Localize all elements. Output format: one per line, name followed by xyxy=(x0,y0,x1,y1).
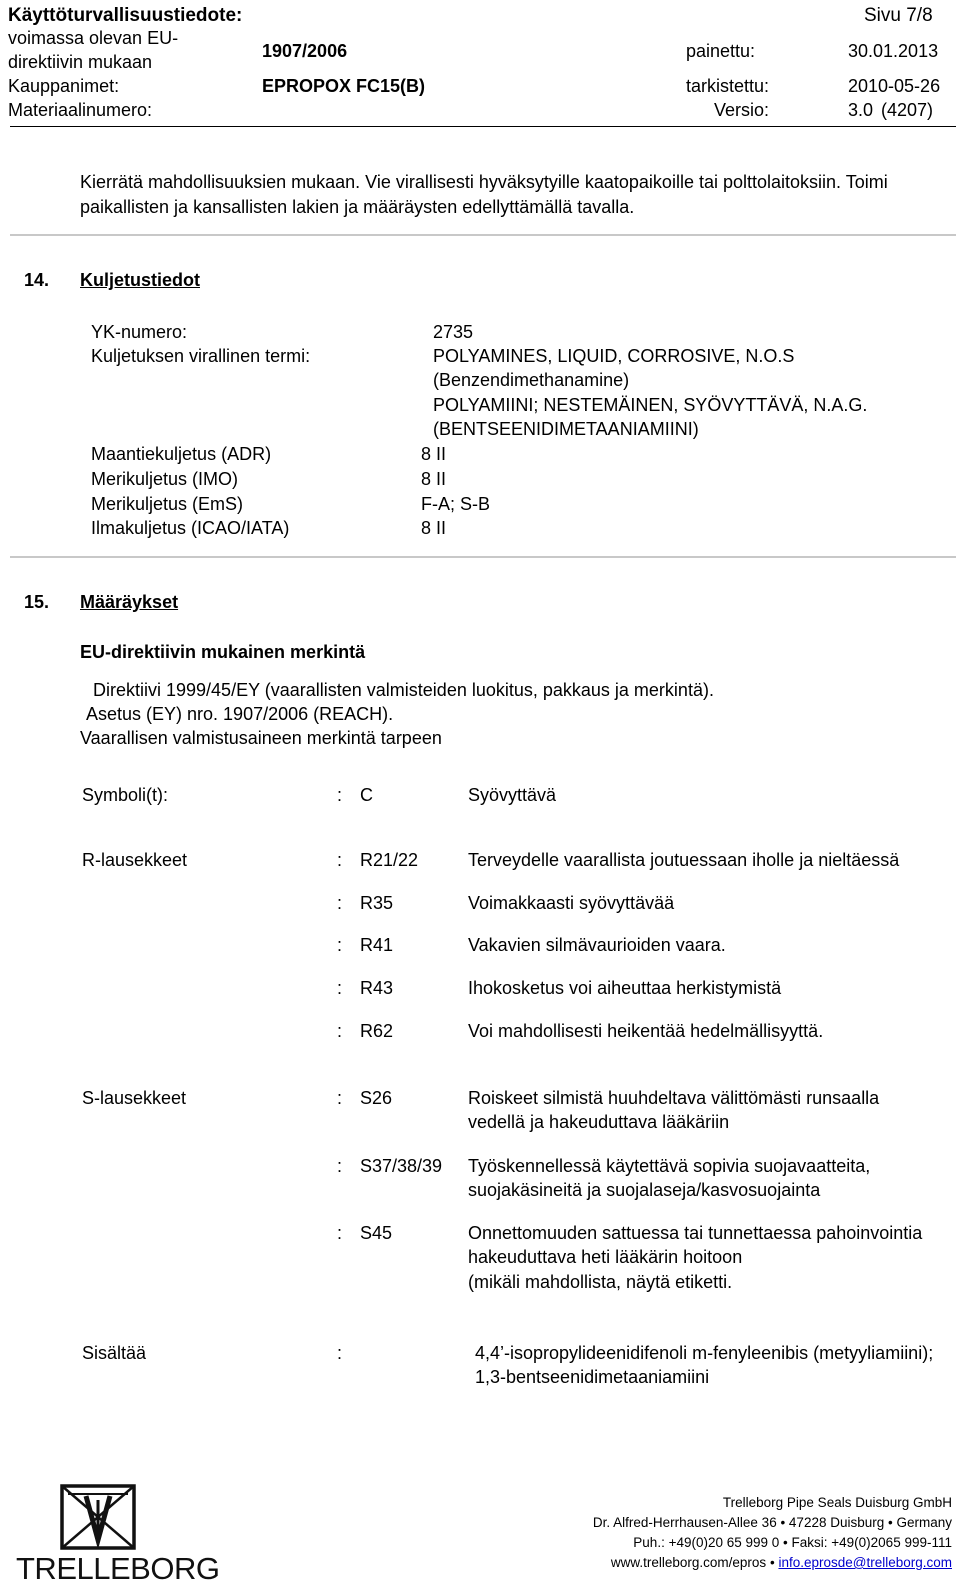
s-phrases-label: S-lausekkeet xyxy=(82,1088,187,1108)
un-number-value: 2735 xyxy=(433,322,474,342)
colon: : xyxy=(337,1156,343,1176)
labelling-required-text: Vaarallisen valmistusaineen merkintä tarpeen xyxy=(80,728,442,748)
header-regulation: 1907/2006 xyxy=(262,41,348,61)
r-phrase-code: R62 xyxy=(360,1021,394,1041)
material-number-label: Materiaalinumero: xyxy=(8,100,153,120)
trade-name: EPROPOX FC15(B) xyxy=(262,76,426,96)
section-15-title: Määräykset xyxy=(80,592,179,612)
s-phrase-text: suojakäsineitä ja suojalaseja/kasvosuojainta xyxy=(468,1180,821,1200)
transport-label: Merikuljetus (EmS) xyxy=(91,494,244,514)
s-phrase-text: Työskennellessä käytettävä sopivia suojavaatteita, xyxy=(468,1156,871,1176)
header-validity-line1: voimassa olevan EU- xyxy=(8,28,179,48)
colon: : xyxy=(337,1343,343,1363)
r-phrase-text: Voimakkaasti syövyttävää xyxy=(468,893,675,913)
symbol-code: C xyxy=(360,785,373,805)
disposal-line-1: Kierrätä mahdollisuuksien mukaan. Vie virallisesti hyväksytyille kaatopaikoille tai polttolaitoksiin. Toimi xyxy=(80,172,888,192)
s-phrase-code: S45 xyxy=(360,1223,393,1243)
transport-label: Ilmakuljetus (ICAO/IATA) xyxy=(91,518,290,538)
shipping-name-line: POLYAMINES, LIQUID, CORROSIVE, N.O.S xyxy=(433,346,795,366)
s-phrase-text: hakeuduttava heti lääkärin hoitoon xyxy=(468,1247,743,1267)
page-number: Sivu 7/8 xyxy=(864,5,933,26)
r-phrase-text: Terveydelle vaarallista joutuessaan iholle ja nieltäessä xyxy=(468,850,900,870)
s-phrase-text: (mikäli mahdollista, näytä etiketti. xyxy=(468,1272,733,1292)
logo-wordmark: TRELLEBORG xyxy=(16,1551,220,1586)
version-label: Versio: xyxy=(714,100,770,120)
r-phrase-text: Vakavien silmävaurioiden vaara. xyxy=(468,935,726,955)
trelleborg-logo-icon xyxy=(60,1484,136,1550)
website-link[interactable]: www.trelleborg.com/epros xyxy=(610,1555,767,1570)
un-number-label: YK-numero: xyxy=(91,322,188,342)
colon: : xyxy=(337,850,343,870)
transport-label: Maantiekuljetus (ADR) xyxy=(91,444,272,464)
colon: : xyxy=(337,1088,343,1108)
section-divider-14 xyxy=(10,234,956,236)
contains-line: 4,4’-isopropylideenidifenoli m-fenyleenibis (metyyliamiini); xyxy=(475,1343,934,1363)
colon: : xyxy=(337,978,343,998)
trade-name-label: Kauppanimet: xyxy=(8,76,120,96)
transport-value: 8 II xyxy=(421,518,447,538)
contact-line xyxy=(611,1553,952,1573)
transport-value: 8 II xyxy=(421,469,447,489)
section-14-title: Kuljetustiedot xyxy=(80,270,200,290)
header-divider xyxy=(10,126,956,127)
r-phrases-label: R-lausekkeet xyxy=(82,850,188,870)
transport-label: Merikuljetus (IMO) xyxy=(91,469,239,489)
contains-label: Sisältää xyxy=(82,1343,147,1363)
email-link[interactable]: info.eprosde@trelleborg.com xyxy=(778,1555,952,1570)
s-phrase-text: vedellä ja hakeuduttava lääkäriin xyxy=(468,1112,730,1132)
colon: : xyxy=(337,1223,343,1243)
s-phrase-code: S26 xyxy=(360,1088,393,1108)
version-number: 3.0 xyxy=(848,100,874,120)
r-phrase-code: R35 xyxy=(360,893,394,913)
header-title: Käyttöturvallisuustiedote: xyxy=(8,5,243,26)
symbol-label: Symboli(t): xyxy=(82,785,169,805)
colon: : xyxy=(337,785,343,805)
symbol-text: Syövyttävä xyxy=(468,785,557,805)
contains-line: 1,3-bentseenidimetaaniamiini xyxy=(475,1367,710,1387)
s-phrase-code: S37/38/39 xyxy=(360,1156,443,1176)
colon: : xyxy=(337,1021,343,1041)
eu-labelling-subtitle: EU-direktiivin mukainen merkintä xyxy=(80,642,366,662)
directive-text: Direktiivi 1999/45/EY (vaarallisten valmisteiden luokitus, pakkaus ja merkintä). xyxy=(93,680,714,700)
printed-label: painettu: xyxy=(686,41,756,61)
regulation-text: Asetus (EY) nro. 1907/2006 (REACH). xyxy=(86,704,394,724)
checked-label: tarkistettu: xyxy=(686,76,770,96)
r-phrase-text: Voi mahdollisesti heikentää hedelmällisyyttä. xyxy=(468,1021,824,1041)
company-phone: Puh.: +49(0)20 65 999 0 • Faksi: +49(0)2065 999-111 xyxy=(633,1535,952,1550)
colon: : xyxy=(337,893,343,913)
version-code: (4207) xyxy=(881,100,934,120)
r-phrase-code: R43 xyxy=(360,978,394,998)
transport-value: 8 II xyxy=(421,444,447,464)
shipping-name-line: (Benzendimethanamine) xyxy=(433,370,630,390)
shipping-name-label: Kuljetuksen virallinen termi: xyxy=(91,346,311,366)
disposal-line-2: paikallisten ja kansallisten lakien ja määräysten edellyttämällä tavalla. xyxy=(80,197,635,217)
company-name: Trelleborg Pipe Seals Duisburg GmbH xyxy=(722,1495,952,1510)
s-phrase-text: Onnettomuuden sattuessa tai tunnettaessa pahoinvointia xyxy=(468,1223,923,1243)
section-15-number: 15. xyxy=(24,592,50,612)
r-phrase-code: R41 xyxy=(360,935,394,955)
section-14-number: 14. xyxy=(24,270,50,290)
shipping-name-line: (BENTSEENIDIMETAANIAMIINI) xyxy=(433,419,699,439)
company-address: Dr. Alfred-Herrhausen-Allee 36 • 47228 Duisburg • Germany xyxy=(592,1515,952,1530)
section-divider-15 xyxy=(10,556,956,558)
shipping-name-line: POLYAMIINI; NESTEMÄINEN, SYÖVYTTÄVÄ, N.A.G. xyxy=(433,395,868,415)
header-validity-line2: direktiivin mukaan xyxy=(8,52,153,72)
r-phrase-text: Ihokosketus voi aiheuttaa herkistymistä xyxy=(468,978,782,998)
colon: : xyxy=(337,935,343,955)
separator-bullet: • xyxy=(769,1555,775,1570)
transport-value: F-A; S-B xyxy=(421,494,491,514)
checked-date: 2010-05-26 xyxy=(848,76,941,96)
printed-date: 30.01.2013 xyxy=(848,41,939,61)
s-phrase-text: Roiskeet silmistä huuhdeltava välittömästi runsaalla xyxy=(468,1088,880,1108)
r-phrase-code: R21/22 xyxy=(360,850,419,870)
